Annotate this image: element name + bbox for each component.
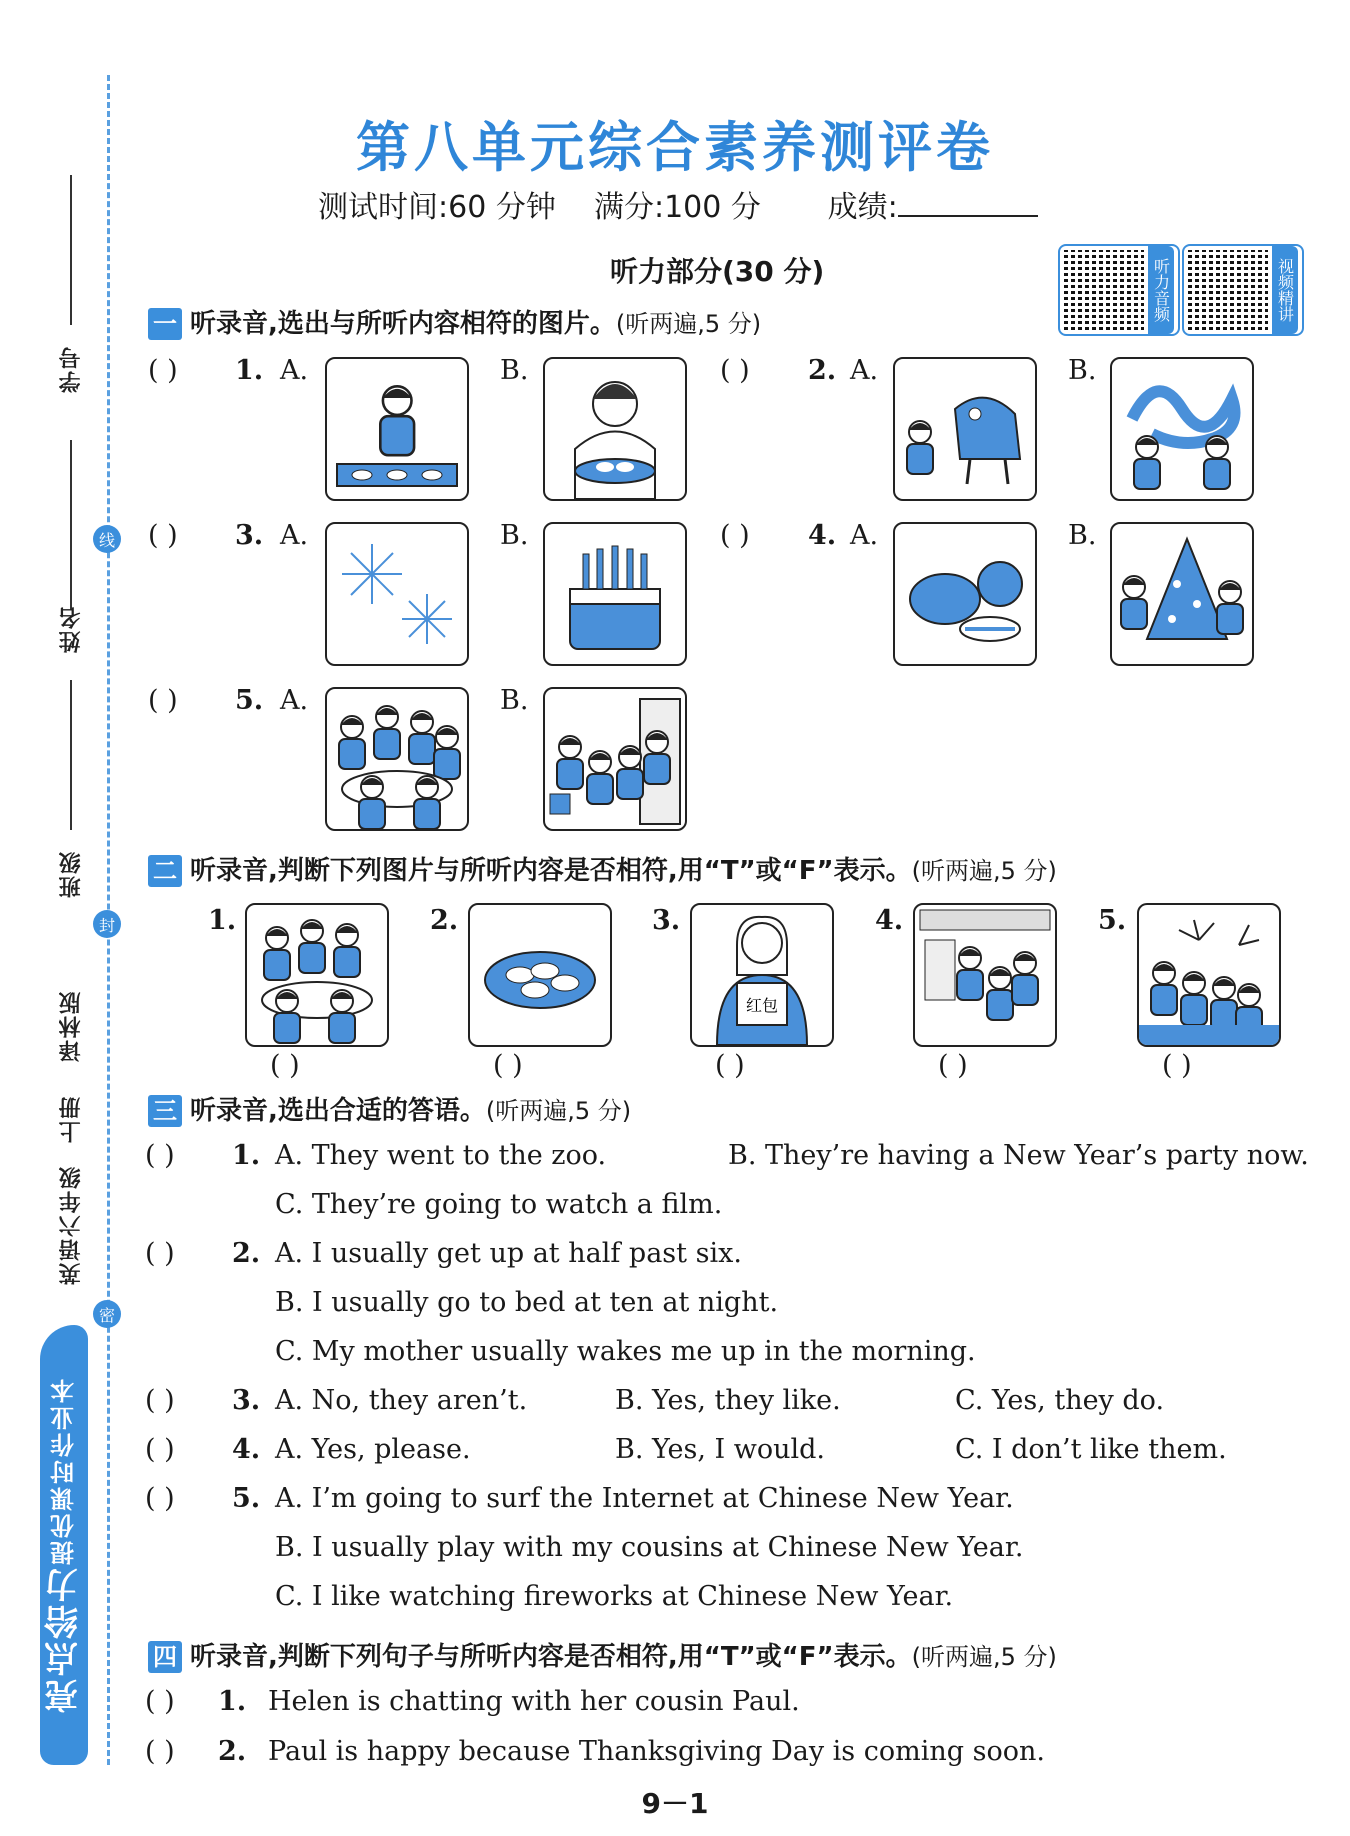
answer-paren[interactable]: ( ) xyxy=(145,1385,175,1416)
answer-paren[interactable]: ( ) xyxy=(145,1483,175,1514)
section-note: (听两遍,5 分) xyxy=(911,1643,1057,1671)
exam-info xyxy=(318,182,1038,226)
section-note: (听两遍,5 分) xyxy=(911,857,1057,885)
answer-paren[interactable]: ( ) xyxy=(145,1686,175,1717)
option-a[interactable]: A. No, they aren’t. xyxy=(275,1385,528,1416)
answer-paren[interactable]: ( ) xyxy=(720,520,750,551)
time-limit: 测试时间:60 分钟 xyxy=(318,190,556,225)
option-c[interactable]: C. Yes, they do. xyxy=(955,1385,1165,1416)
answer-paren[interactable]: ( ) xyxy=(493,1050,523,1081)
q-number: 4. xyxy=(808,520,837,551)
picture-watching-fireworks[interactable] xyxy=(1137,903,1281,1047)
page-number: 9－1 xyxy=(641,1787,709,1820)
red-packet-text: 红包 xyxy=(745,996,779,1015)
picture-family-dinner[interactable] xyxy=(325,687,469,831)
q-number: 4. xyxy=(232,1434,261,1465)
answer-paren[interactable]: ( ) xyxy=(938,1050,968,1081)
option-a-label: A. xyxy=(280,355,309,386)
section-4-heading xyxy=(148,1636,1057,1673)
option-c[interactable]: C. They’re going to watch a film. xyxy=(275,1189,723,1220)
q-number: 5. xyxy=(1098,905,1127,936)
answer-paren[interactable]: ( ) xyxy=(1162,1050,1192,1081)
option-b-label: B. xyxy=(1068,520,1097,551)
section-note: (听两遍,5 分) xyxy=(615,310,762,338)
binding-mark-seal: 封 xyxy=(93,910,121,938)
picture-christmas-tree[interactable] xyxy=(1110,522,1254,666)
option-a[interactable]: A. I usually get up at half past six. xyxy=(275,1238,742,1269)
option-a[interactable]: A. They went to the zoo. xyxy=(275,1140,607,1171)
picture-fireworks[interactable] xyxy=(325,522,469,666)
picture-red-packet[interactable] xyxy=(690,903,834,1047)
answer-paren[interactable]: ( ) xyxy=(145,1736,175,1767)
q-number: 2. xyxy=(218,1736,247,1767)
picture-visiting-relatives[interactable] xyxy=(543,687,687,831)
picture-thanksgiving-food[interactable] xyxy=(893,522,1037,666)
q-number: 5. xyxy=(232,1483,261,1514)
page-title: 第八单元综合素养测评卷 xyxy=(356,116,994,179)
q-number: 3. xyxy=(235,520,264,551)
q-number: 3. xyxy=(232,1385,261,1416)
option-b-label: B. xyxy=(500,520,529,551)
q-number: 1. xyxy=(235,355,264,386)
option-c[interactable]: C. I don’t like them. xyxy=(955,1434,1227,1465)
answer-paren[interactable]: ( ) xyxy=(145,1238,175,1269)
section-number: 二 xyxy=(148,855,182,887)
option-b[interactable]: B. Yes, they like. xyxy=(615,1385,841,1416)
qr-video[interactable] xyxy=(1182,244,1304,336)
q-number: 2. xyxy=(232,1238,261,1269)
option-b-label: B. xyxy=(500,355,529,386)
option-b[interactable]: B. They’re having a New Year’s party now. xyxy=(728,1140,1309,1171)
section-number: 一 xyxy=(148,308,182,340)
q-number: 1. xyxy=(218,1686,247,1717)
picture-dumplings-plate[interactable] xyxy=(468,903,612,1047)
section-1-heading xyxy=(148,303,761,340)
statement: Paul is happy because Thanksgiving Day is coming soon. xyxy=(268,1736,1045,1767)
student-id-line[interactable] xyxy=(70,175,72,325)
statement: Helen is chatting with her cousin Paul. xyxy=(268,1686,800,1717)
picture-family-dinner[interactable] xyxy=(245,903,389,1047)
qr-code-icon xyxy=(1064,250,1144,330)
score-blank[interactable] xyxy=(898,189,1038,217)
option-a-label: A. xyxy=(850,355,879,386)
section-3-heading xyxy=(148,1090,631,1127)
section-text: 听录音,选出与所听内容相符的图片。 xyxy=(190,309,616,339)
name-label: 姓名 xyxy=(59,605,84,653)
section-text: 听录音,判断下列图片与所听内容是否相符,用“T”或“F”表示。 xyxy=(190,856,912,886)
score-label: 成绩: xyxy=(827,190,898,225)
q-number: 5. xyxy=(235,685,264,716)
binding-mark-secret: 密 xyxy=(93,1300,121,1328)
answer-paren[interactable]: ( ) xyxy=(270,1050,300,1081)
edition-label: 译林版 xyxy=(59,990,84,1062)
q-number: 1. xyxy=(208,905,237,936)
brand-big-text: 亮点给力 xyxy=(44,1565,85,1714)
volume-label: 上册 xyxy=(59,1095,84,1143)
qr-audio-label: 听力音频 xyxy=(1148,246,1174,334)
q-number: 4. xyxy=(875,905,904,936)
option-c[interactable]: C. I like watching fireworks at Chinese New Year. xyxy=(275,1581,954,1612)
option-b-label: B. xyxy=(1068,355,1097,386)
option-b-label: B. xyxy=(500,685,529,716)
answer-paren[interactable]: ( ) xyxy=(148,685,178,716)
qr-video-label: 视频精讲 xyxy=(1272,246,1298,334)
section-text: 听录音,选出合适的答语。 xyxy=(190,1096,486,1126)
brand-badge xyxy=(40,1325,88,1765)
q-number: 2. xyxy=(430,905,459,936)
option-a-label: A. xyxy=(280,685,309,716)
option-b[interactable]: B. I usually go to bed at ten at night. xyxy=(275,1287,779,1318)
option-a[interactable]: A. Yes, please. xyxy=(275,1434,471,1465)
section-text: 听录音,判断下列句子与所听内容是否相符,用“T”或“F”表示。 xyxy=(190,1642,912,1672)
student-id-label: 学号 xyxy=(59,345,84,393)
brand-text: 提优课时作业本 xyxy=(50,1376,79,1566)
class-label: 班级 xyxy=(59,850,84,898)
answer-paren[interactable]: ( ) xyxy=(145,1434,175,1465)
option-b[interactable]: B. I usually play with my cousins at Chinese New Year. xyxy=(275,1532,1024,1563)
answer-paren[interactable]: ( ) xyxy=(720,355,750,386)
answer-paren[interactable]: ( ) xyxy=(145,1140,175,1171)
class-line[interactable] xyxy=(70,680,72,830)
picture-shopping[interactable] xyxy=(913,903,1057,1047)
binding-mark-line: 线 xyxy=(93,525,121,553)
q-number: 3. xyxy=(652,905,681,936)
option-b[interactable]: B. Yes, I would. xyxy=(615,1434,825,1465)
answer-paren[interactable]: ( ) xyxy=(715,1050,745,1081)
q-number: 2. xyxy=(808,355,837,386)
picture-eating-dumplings[interactable] xyxy=(543,357,687,501)
option-a-label: A. xyxy=(850,520,879,551)
qr-audio[interactable] xyxy=(1058,244,1180,336)
section-number: 三 xyxy=(148,1095,182,1127)
picture-lion-dance[interactable] xyxy=(893,357,1037,501)
section-note: (听两遍,5 分) xyxy=(485,1097,632,1125)
answer-paren[interactable]: ( ) xyxy=(148,355,178,386)
option-c[interactable]: C. My mother usually wakes me up in the morning. xyxy=(275,1336,976,1367)
section-number: 四 xyxy=(148,1641,182,1673)
qr-code-icon xyxy=(1188,250,1268,330)
option-a[interactable]: A. I’m going to surf the Internet at Chinese New Year. xyxy=(275,1483,1014,1514)
full-score: 满分:100 分 xyxy=(593,190,761,225)
picture-dragon-dance[interactable] xyxy=(1110,357,1254,501)
grade-label: 英语六年级 xyxy=(59,1165,84,1285)
picture-making-dumplings[interactable] xyxy=(325,357,469,501)
picture-birthday-cake[interactable] xyxy=(543,522,687,666)
option-a-label: A. xyxy=(280,520,309,551)
name-line[interactable] xyxy=(70,440,72,610)
q-number: 1. xyxy=(232,1140,261,1171)
listening-part-heading: 听力部分(30 分) xyxy=(610,255,825,288)
answer-paren[interactable]: ( ) xyxy=(148,520,178,551)
section-2-heading xyxy=(148,850,1057,887)
